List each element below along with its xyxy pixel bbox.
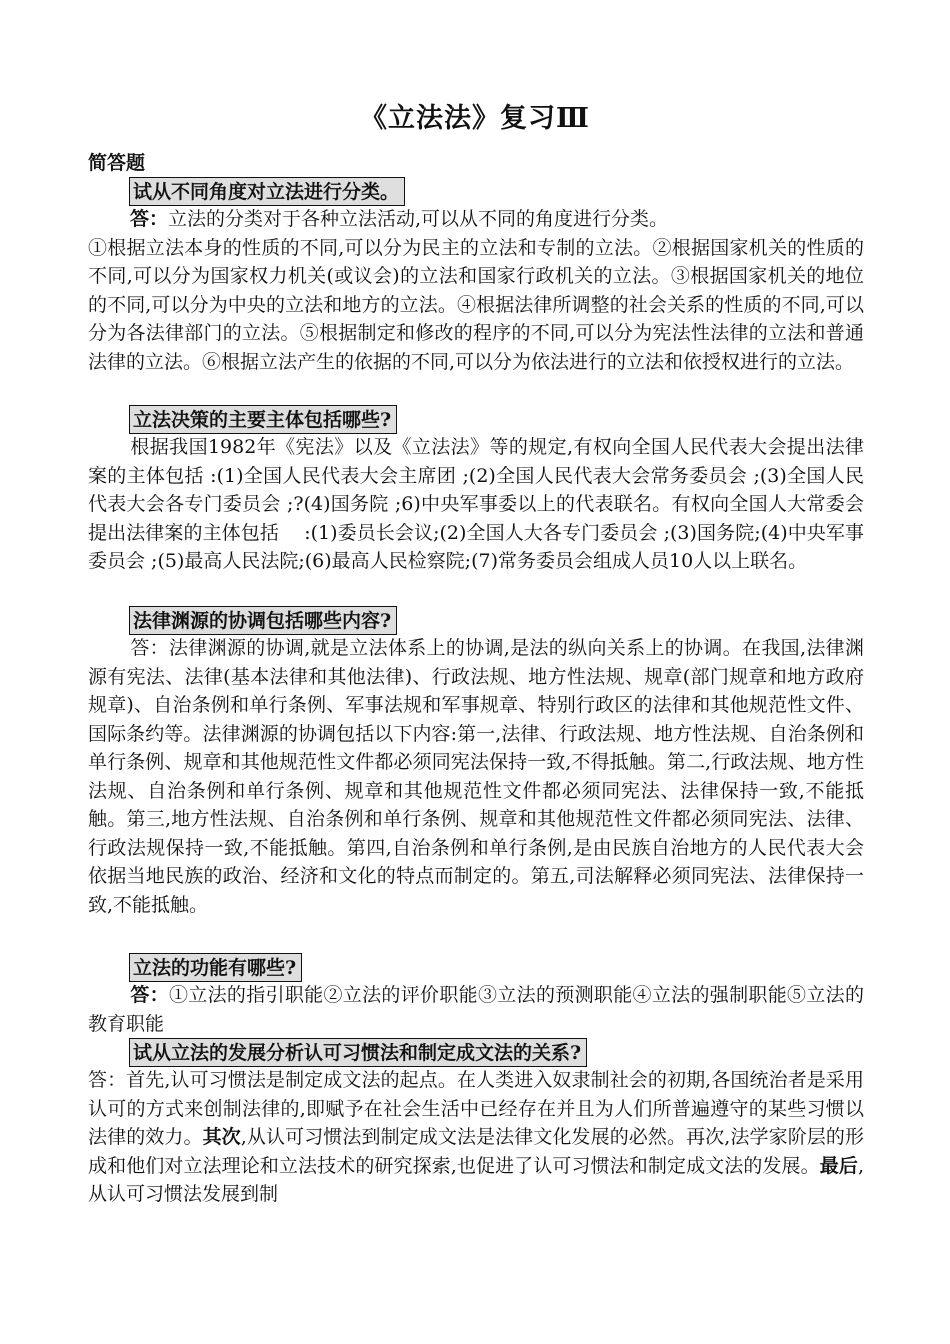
section-heading: 简答题 [88, 152, 146, 174]
answer-text: 立法的分类对于各种立法活动,可以从不同的角度进行分类。 [168, 208, 669, 230]
answer-5 [88, 1066, 864, 1209]
question-4: 立法的功能有哪些? [129, 953, 302, 982]
answer-text: ①根据立法本身的性质的不同,可以分为民主的立法和专制的立法。②根据国家机关的性质的不同,可以分为国家权力机关(或议会)的立法和国家行政机关的立法。③根据国家机关的地位的不同,可以分为中央的立法和地方的立法。④根据法律所调整的社会关系的性质的不同,可以分为各法律部门的立法。⑤根据制定和修改的程序的不同,可以分为宪法性法律的立法和普通法律的立法。⑥根据立法产生的依据的不同,可以分为依法进行的立法和依授权进行的立法。 [88, 236, 864, 373]
question-2: 立法决策的主要主体包括哪些? [129, 405, 397, 434]
answer-3 [88, 634, 864, 919]
question-1: 试从不同角度对立法进行分类。 [129, 177, 405, 206]
answer-emphasis: 最后 [819, 1154, 858, 1177]
answer-text: 根据我国1982年《宪法》以及《立法法》等的规定,有权向全国人民代表大会提出法律案的主体包括 :(1)全国人民代表大会主席团 ;(2)全国人民代表大会常务委员会 ;(3)全国人民代表大会各专门委员会 ;?(4)国务院 ;6)中央军事委以上的代表联名。有权向全国人大常委会提出法律案的主体包括 :(1)委员长会议;(2)全国人大各专门委员会 ;(3)国务院;(4)中央军事委员会 ;(5)最高人民法院;(6)最高人民检察院;(7)常务委员会组成人员10人以上联名。 [88, 436, 864, 572]
answer-2 [88, 433, 864, 576]
answer-label: 答： [130, 984, 169, 1006]
answer-emphasis: 其次 [202, 1126, 241, 1148]
answer-text: ①立法的指引职能②立法的评价职能③立法的预测职能④立法的强制职能⑤立法的教育职能 [88, 984, 864, 1035]
answer-text: 答：法律渊源的协调,就是立法体系上的协调,是法的纵向关系上的协调。在我国,法律渊源有宪法、法律(基本法律和其他法律)、行政法规、地方性法规、规章(部门规章和地方政府规章)、自治条例和单行条例、军事法规和军事规章、特别行政区的法律和其他规范性文件、国际条约等。法律渊源的协调包括以下内容:第一,法律、行政法规、地方性法规、自治条例和单行条例、规章和其他规范性文件都必须同宪法保持一致,不得抵触。第二,行政法规、地方性法规、自治条例和单行条例、规章和其他规范性文件都必须同宪法、法律保持一致,不能抵触。第三,地方性法规、自治条例和单行条例、规章和其他规范性文件都必须同宪法、法律、行政法规保持一致,不能抵触。第四,自治条例和单行条例,是由民族自治地方的人民代表大会依据当地民族的政治、经济和文化的特点而制定的。第五,司法解释必须同宪法、法律保持一致,不能抵触。 [88, 637, 864, 916]
page-title: 《立法法》复习Ⅲ [360, 103, 590, 134]
answer-label: 答： [130, 208, 169, 230]
answer-4 [88, 981, 864, 1038]
answer-text: 答：首先,认可习惯法是制定成文法的起点。在人类进入奴隶制社会的初期,各国统治者是采用认可的方式来创制法律的,即赋予在社会生活中已经存在并且为人们所普遍遵守的某些习惯以法律的效力。 [88, 1069, 864, 1148]
answer-text: ,从认可习惯法发展到制 [88, 1154, 864, 1205]
question-5: 试从立法的发展分析认可习惯法和制定成文法的关系? [129, 1038, 587, 1067]
question-3: 法律渊源的协调包括哪些内容? [129, 606, 397, 635]
answer-1 [88, 205, 864, 376]
answer-text: ,从认可习惯法到制定成文法是法律文化发展的必然。再次,法学家阶层的形成和他们对立法理论和立法技术的研究探索,也促进了认可习惯法和制定成文法的发展。 [88, 1126, 864, 1177]
